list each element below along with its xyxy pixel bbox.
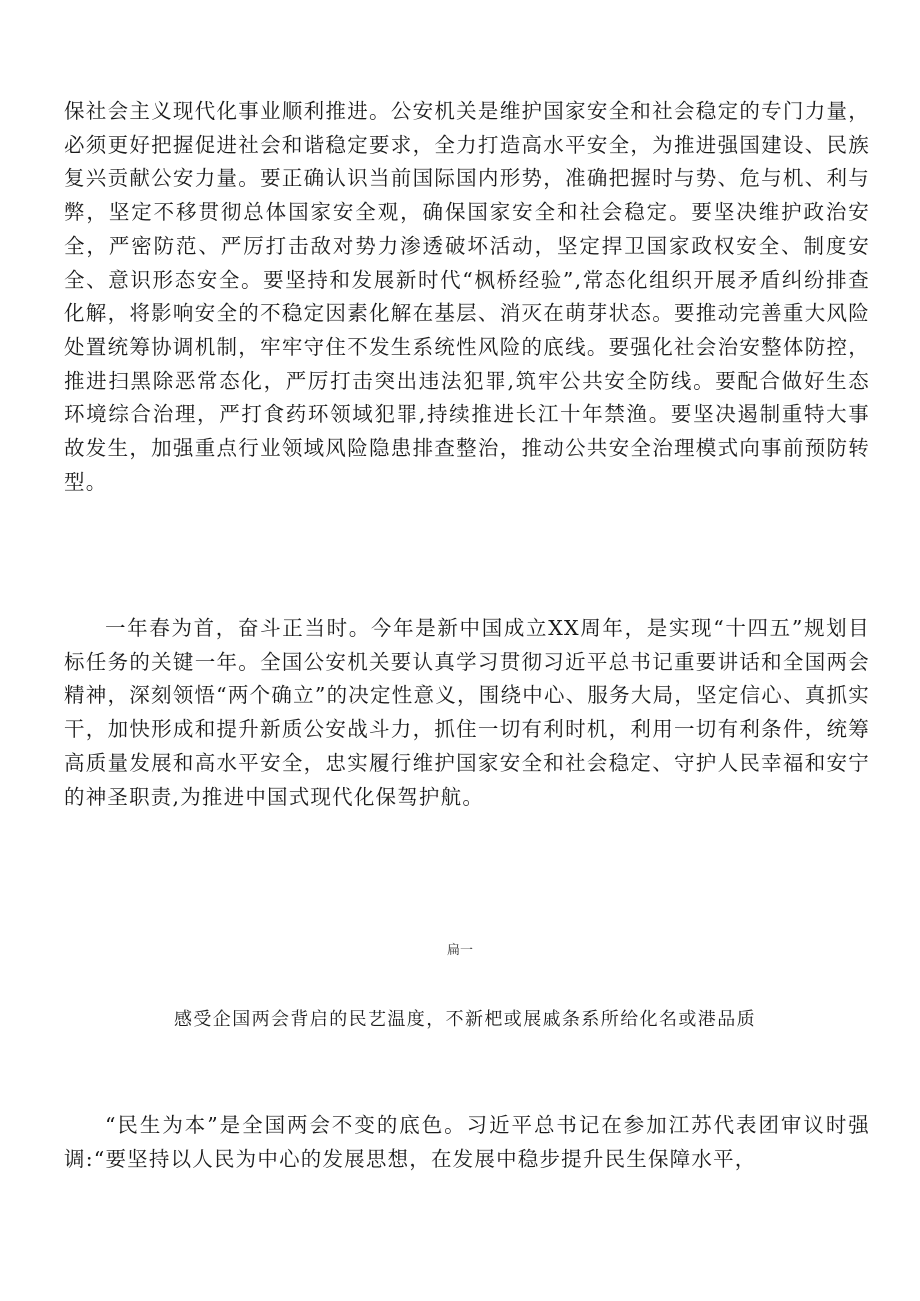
section-subtitle: 感受企国两会背启的民艺温度，不新杷或展戚条系所给化名或港品质 xyxy=(174,1009,756,1030)
body-paragraph-security: 保社会主义现代化事业顺利推进。公安机关是维护国家安全和社会稳定的专门力量，必须更好把握促进社会和谐稳定要求，全力打造高水平安全，为推进强国建设、民族复兴贡献公安力量。要正确认识当前国际国内形势，准确把握时与势、危与机、利与弊，坚定不移贯彻总体国家安全观，确保国家安全和社会稳定。要坚决维护政治安全，严密防范、严厉打击敌对势力渗透破坏活动，坚定捍卫国家政权安全、制度安全、意识形态安全。要坚持和发展新时代“枫桥经验”,常态化组织开展矛盾纠纷排查化解，将影响安全的不稳定因素化解在基层、消灭在萌芽状态。要推动完善重大风险处置统筹协调机制，牢牢守住不发生系统性风险的底线。要强化社会治安整体防控，推进扫黑除恶常态化，严厉打击突出违法犯罪,筑牢公共安全防线。要配合做好生态环境综合治理，严打食药环领域犯罪,持续推进长江十年禁渔。要坚决遏制重特大事故发生，加强重点行业领域风险隐患排查整治，推动公共安全治理模式向事前预防转型。 xyxy=(64,99,870,494)
body-paragraph-spring: 一年春为首，奋斗正当时。今年是新中国成立XX周年，是实现“十四五”规划目标任务的关键一年。全国公安机关要认真学习贯彻习近平总书记重要讲话和全国两会精神，深刻领悟“两个确立”的决定性意义，围绕中心、服务大局，坚定信心、真抓实干，加快形成和提升新质公安战斗力，抓住一切有利时机，利用一切有利条件，统筹高质量发展和高水平安全，忠实履行维护国家安全和社会稳定、守护人民幸福和安宁的神圣职责,为推进中国式现代化保驾护航。 xyxy=(64,616,870,809)
section-label: 扁一 xyxy=(446,943,473,958)
body-paragraph-livelihood: “民生为本”是全国两会不变的底色。习近平总书记在参加江苏代表团审议时强调:“要坚持以人民为中心的发展思想，在发展中稳步提升民生保障水平， xyxy=(64,1113,870,1171)
